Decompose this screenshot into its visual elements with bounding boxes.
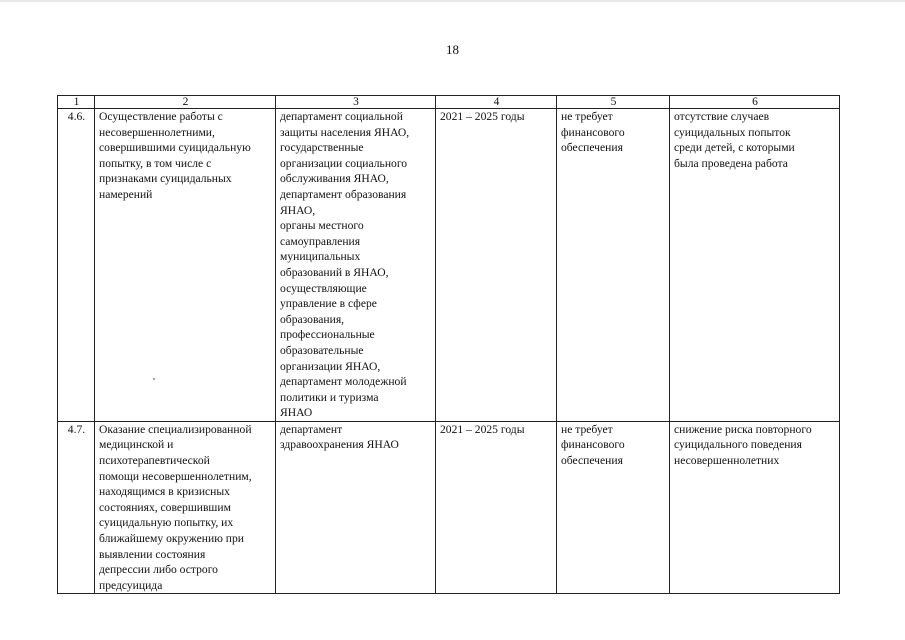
action-plan-table [57, 95, 840, 594]
activity-cell: Оказание специализированной медицинской и психотерапевтической помощи несовершеннолетним, находящимся в кризисных состояниях, совершившим суицидальную попытку, их ближайшему окружению при выявлении состояния депрессии либо острого предсуицида [95, 421, 276, 594]
column-header: 3 [276, 96, 436, 109]
executors-cell: департамент здравоохранения ЯНАО [276, 421, 436, 594]
result-cell: отсутствие случаев суицидальных попыток среди детей, с которыми была проведена работа [670, 109, 840, 422]
funding-cell: не требует финансового обеспечения [557, 421, 670, 594]
table-header-row [58, 96, 840, 109]
page-number: 18 [446, 42, 459, 57]
executors-cell: департамент социальной защиты населения ЯНАО, государственные организации социального обслуживания ЯНАО, департамент образования ЯНАО, органы местного самоуправления муниципальных образований в ЯНАО, осуществляющие управление в сфере образования, профессиональные образовательные организации ЯНАО, департамент молодежной политики и туризма ЯНАО [276, 109, 436, 422]
table-row [58, 421, 840, 594]
scan-speck [153, 378, 155, 380]
row-number: 4.6. [58, 109, 95, 422]
period-cell: 2021 – 2025 годы [436, 421, 557, 594]
column-header: 4 [436, 96, 557, 109]
activity-cell: Осуществление работы с несовершеннолетними, совершившими суицидальную попытку, в том числе с признаками суицидальных намерений [95, 109, 276, 422]
table-row [58, 109, 840, 422]
column-header: 2 [95, 96, 276, 109]
row-number: 4.7. [58, 421, 95, 594]
column-header: 6 [670, 96, 840, 109]
period-cell: 2021 – 2025 годы [436, 109, 557, 422]
column-header: 1 [58, 96, 95, 109]
scan-top-edge [0, 0, 905, 2]
result-cell: снижение риска повторного суицидального поведения несовершеннолетних [670, 421, 840, 594]
funding-cell: не требует финансового обеспечения [557, 109, 670, 422]
column-header: 5 [557, 96, 670, 109]
